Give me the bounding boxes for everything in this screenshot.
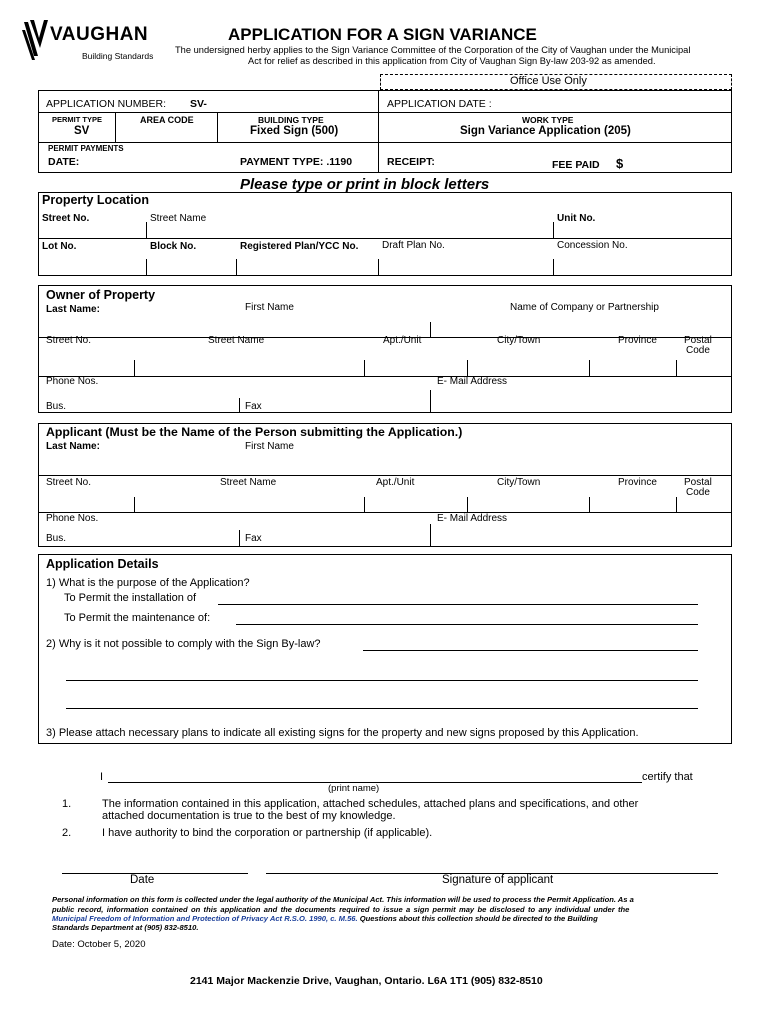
question-1: 1) What is the purpose of the Application? bbox=[46, 577, 250, 589]
question-3: 3) Please attach necessary plans to indicate all existing signs for the property and new signs proposed by this Application. bbox=[46, 727, 639, 739]
fee-dollar-sign: $ bbox=[616, 156, 624, 171]
block-no-label: Block No. bbox=[150, 241, 197, 252]
owner-row2-line[interactable] bbox=[38, 376, 732, 377]
privacy-line-1: Personal information on this form is collected under the legal authority of the Municipal Act. This information will be used to process the Permit Application. As a bbox=[52, 895, 634, 904]
privacy-line-2: public record, information contained on this application and the documents required to issue a sign permit may be disclosed to any individual under the bbox=[52, 905, 630, 914]
owner-province-label: Province bbox=[618, 335, 657, 346]
footer-address: 2141 Major Mackenzie Drive, Vaughan, Ontario. L6A 1T1 (905) 832-8510 bbox=[190, 975, 543, 987]
applicant-fax-label: Fax bbox=[245, 533, 262, 544]
page-title: APPLICATION FOR A SIGN VARIANCE bbox=[228, 25, 537, 44]
draft-plan-label: Draft Plan No. bbox=[382, 240, 445, 251]
owner-street-name-label: Street Name bbox=[208, 335, 265, 346]
compliance-input-line-3[interactable] bbox=[66, 708, 698, 709]
permit-type-value: SV bbox=[74, 125, 90, 137]
owner-title: Owner of Property bbox=[46, 288, 156, 302]
work-type-label: WORK TYPE bbox=[522, 115, 574, 125]
payment-date-label: DATE: bbox=[48, 156, 80, 168]
compliance-input-line-1[interactable] bbox=[363, 650, 698, 651]
item-1-line-a: The information contained in this application, attached schedules, attached plans and specifications, and other bbox=[102, 798, 639, 810]
certify-i: I bbox=[100, 771, 104, 783]
item-2-number: 2. bbox=[62, 827, 72, 839]
registered-plan-label: Registered Plan/YCC No. bbox=[240, 241, 359, 252]
question-1a: To Permit the installation of bbox=[64, 592, 197, 604]
logo-text: VAUGHAN bbox=[50, 24, 149, 45]
applicant-row1-line[interactable] bbox=[38, 475, 732, 476]
owner-last-name-label: Last Name: bbox=[46, 304, 100, 315]
applicant-postal-label-2: Code bbox=[686, 487, 710, 498]
privacy-line-4: Standards Department at (905) 832-8510. bbox=[52, 923, 199, 932]
applicant-postal-label-1: Postal bbox=[684, 477, 712, 488]
application-details-title: Application Details bbox=[46, 557, 159, 571]
intro-line-2: Act for relief as described in this application from City of Vaughan Sign By-law 203-92 as amended. bbox=[248, 56, 656, 66]
concession-label: Concession No. bbox=[557, 240, 628, 251]
payment-type-label: PAYMENT TYPE: .1190 bbox=[240, 156, 353, 168]
certify-that: certify that bbox=[642, 771, 693, 783]
applicant-city-label: City/Town bbox=[497, 477, 541, 488]
question-2: 2) Why is it not possible to comply with the Sign By-law? bbox=[46, 638, 321, 650]
owner-fax-label: Fax bbox=[245, 401, 262, 412]
applicant-last-name-label: Last Name: bbox=[46, 441, 100, 452]
compliance-input-line-2[interactable] bbox=[66, 680, 698, 681]
privacy-line-3-rest: Questions about this collection should be directed to the Building bbox=[357, 914, 598, 923]
owner-apt-label: Apt./Unit bbox=[383, 335, 422, 346]
applicant-first-name-label: First Name bbox=[245, 441, 294, 452]
applicant-row2-line[interactable] bbox=[38, 512, 732, 513]
property-street-name-label: Street Name bbox=[150, 213, 207, 224]
signature-caption: Signature of applicant bbox=[442, 874, 554, 886]
item-1-number: 1. bbox=[62, 798, 72, 810]
vaughan-logo bbox=[22, 18, 162, 64]
privacy-line-3 bbox=[52, 914, 598, 923]
applicant-province-label: Province bbox=[618, 477, 657, 488]
applicant-street-no-label: Street No. bbox=[46, 477, 92, 488]
logo-subtext: Building Standards bbox=[82, 51, 154, 61]
receipt-label: RECEIPT: bbox=[387, 156, 435, 168]
owner-email-label: E- Mail Address bbox=[437, 376, 508, 387]
print-name-caption: (print name) bbox=[328, 783, 380, 794]
privacy-act-link[interactable]: Municipal Freedom of Information and Protection of Privacy Act R.S.O. 1990, c. M.56. bbox=[52, 914, 358, 923]
area-code-label: AREA CODE bbox=[140, 115, 194, 125]
applicant-title: Applicant (Must be the Name of the Person submitting the Application.) bbox=[46, 425, 463, 439]
application-number-value: SV- bbox=[190, 98, 207, 110]
date-caption: Date bbox=[130, 874, 155, 886]
building-type-value: Fixed Sign (500) bbox=[250, 125, 339, 137]
form-date: Date: October 5, 2020 bbox=[52, 939, 146, 950]
applicant-email-label: E- Mail Address bbox=[437, 513, 508, 524]
applicant-street-name-label: Street Name bbox=[220, 477, 277, 488]
application-number-label: APPLICATION NUMBER: bbox=[46, 98, 166, 110]
lot-no-label: Lot No. bbox=[42, 241, 77, 252]
owner-phone-label: Phone Nos. bbox=[46, 376, 99, 387]
question-1b: To Permit the maintenance of: bbox=[64, 612, 211, 624]
item-2-text: I have authority to bind the corporation or partnership (if applicable). bbox=[102, 827, 433, 839]
property-row1-line[interactable] bbox=[38, 238, 732, 239]
owner-first-name-label: First Name bbox=[245, 302, 294, 313]
applicant-phone-label: Phone Nos. bbox=[46, 513, 99, 524]
property-location-title: Property Location bbox=[42, 193, 149, 207]
applicant-bus-label: Bus. bbox=[46, 533, 67, 544]
owner-street-no-label: Street No. bbox=[46, 335, 92, 346]
applicant-apt-label: Apt./Unit bbox=[376, 477, 415, 488]
property-unit-no-label: Unit No. bbox=[557, 213, 596, 224]
permit-payments-label: PERMIT PAYMENTS bbox=[48, 144, 124, 153]
owner-company-label: Name of Company or Partnership bbox=[510, 302, 659, 313]
block-letters-instruction: Please type or print in block letters bbox=[240, 176, 490, 193]
date-input-line[interactable] bbox=[62, 873, 248, 874]
item-1-line-b: attached documentation is true to the best of my knowledge. bbox=[102, 810, 396, 822]
installation-input-line[interactable] bbox=[218, 604, 698, 605]
permit-type-label: PERMIT TYPE bbox=[52, 115, 103, 124]
maintenance-input-line[interactable] bbox=[236, 624, 698, 625]
owner-bus-label: Bus. bbox=[46, 401, 67, 412]
property-street-no-label: Street No. bbox=[42, 213, 90, 224]
owner-city-label: City/Town bbox=[497, 335, 541, 346]
owner-postal-label-1: Postal bbox=[684, 335, 712, 346]
fee-paid-label: FEE PAID bbox=[552, 159, 600, 171]
intro-line-1: The undersigned herby applies to the Sign Variance Committee of the Corporation of the City of Vaughan under the Municipal bbox=[175, 45, 691, 55]
office-use-title: Office Use Only bbox=[510, 75, 587, 87]
vaughan-logo-icon bbox=[22, 18, 52, 62]
work-type-value: Sign Variance Application (205) bbox=[460, 125, 631, 137]
building-type-label: BUILDING TYPE bbox=[258, 115, 324, 125]
owner-postal-label-2: Code bbox=[686, 345, 710, 356]
application-date-label: APPLICATION DATE : bbox=[387, 98, 492, 110]
